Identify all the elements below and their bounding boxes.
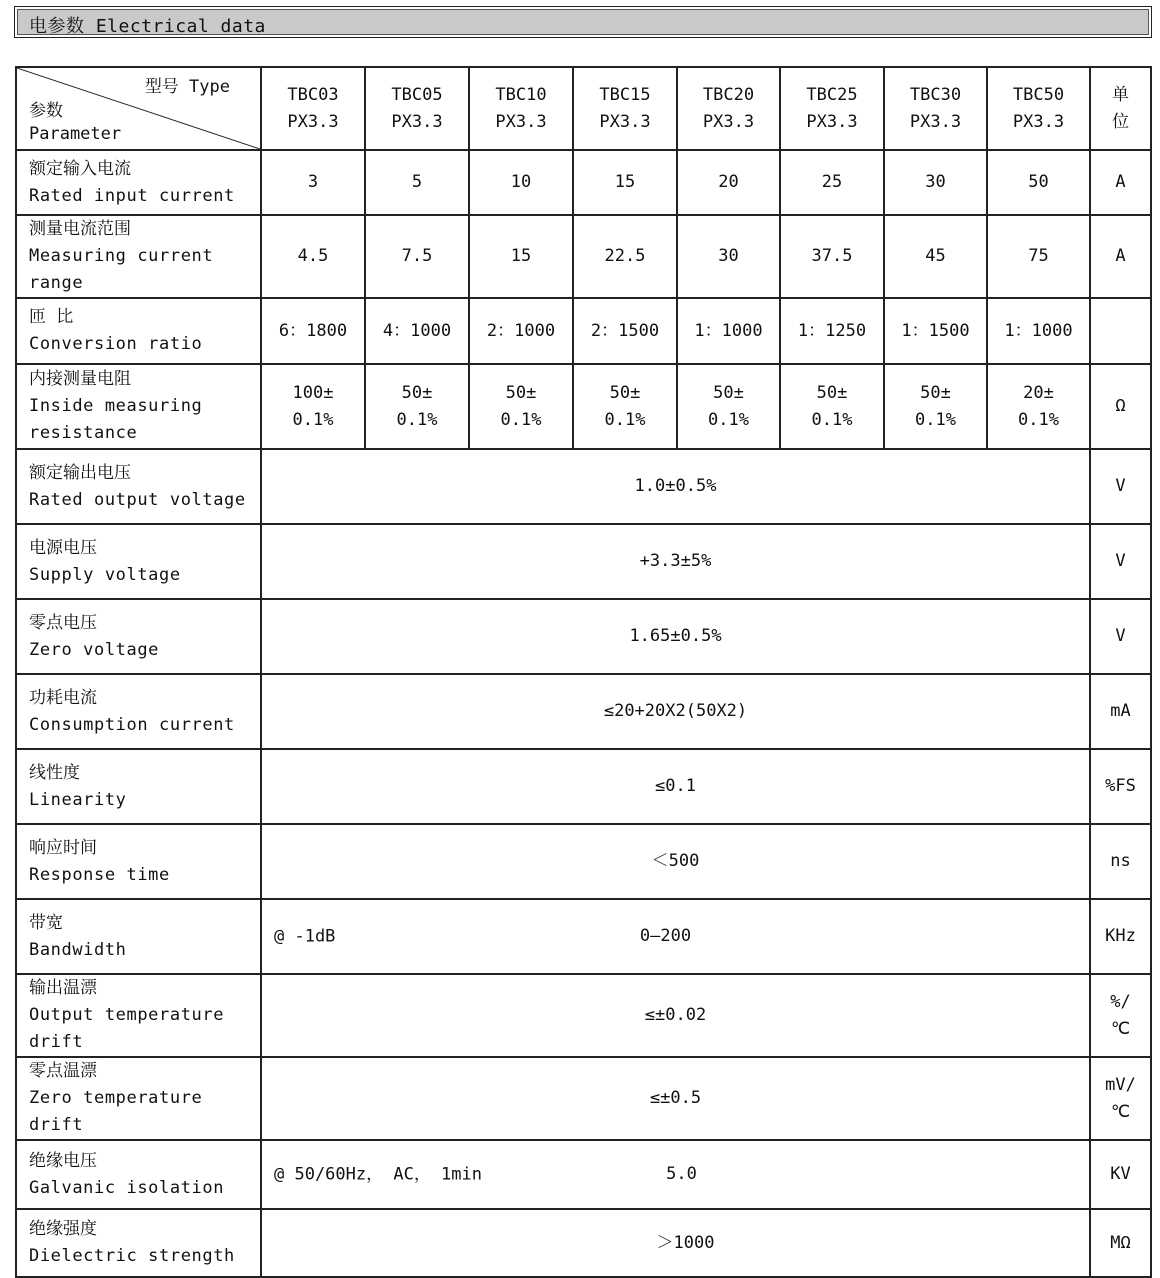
unit-cell: A bbox=[1090, 215, 1151, 298]
parameter-name-en: Measuring current range bbox=[29, 246, 214, 293]
model-variant: PX3.3 bbox=[909, 111, 962, 132]
model-name: TBC25 bbox=[806, 84, 858, 105]
unit-cell: KHz bbox=[1090, 899, 1151, 974]
merged-value-cell bbox=[261, 899, 1090, 974]
unit-cell bbox=[1090, 974, 1151, 1057]
value-line: 1：1250 bbox=[797, 320, 867, 341]
table-row bbox=[16, 749, 1151, 824]
parameter-name-en: Bandwidth bbox=[29, 939, 127, 960]
value-cell bbox=[677, 298, 780, 364]
section-title-bar bbox=[14, 6, 1152, 38]
parameter-cell bbox=[16, 364, 261, 449]
value-line: 0.1% bbox=[604, 409, 646, 430]
table-row bbox=[16, 215, 1151, 298]
parameter-name-en: Supply voltage bbox=[29, 564, 181, 585]
value-line: 45 bbox=[925, 246, 946, 266]
parameter-name-en: Rated input current bbox=[29, 185, 235, 206]
value-cell bbox=[261, 298, 365, 364]
value-cell bbox=[469, 150, 573, 215]
value-cell bbox=[987, 150, 1090, 215]
value-cell bbox=[365, 215, 469, 298]
value-line: 30 bbox=[925, 172, 946, 192]
table-row bbox=[16, 1140, 1151, 1209]
parameter-cell bbox=[16, 1057, 261, 1140]
parameter-name-en: Zero temperature drift bbox=[29, 1088, 203, 1135]
value-line: 50± bbox=[609, 382, 641, 403]
value-line: 5 bbox=[411, 172, 423, 192]
parameter-name-en: Rated output voltage bbox=[29, 489, 246, 510]
value-line: 6：1800 bbox=[278, 320, 348, 341]
test-condition: @ 50/60Hz， AC， 1min bbox=[274, 1164, 482, 1184]
parameter-name-cn: 匝 比 bbox=[29, 307, 74, 327]
unit-line: %/ bbox=[1110, 991, 1131, 1012]
value-line: 2：1000 bbox=[486, 320, 556, 341]
value-line: 50± bbox=[920, 382, 951, 403]
value-cell bbox=[365, 150, 469, 215]
unit-cell bbox=[1090, 298, 1151, 364]
parameter-name-cn: 响应时间 bbox=[29, 837, 97, 858]
parameter-name-cn: 带宽 bbox=[29, 912, 63, 933]
value-line: 50± bbox=[401, 382, 433, 403]
value-line: 3 bbox=[307, 172, 319, 192]
value-line: 0.1% bbox=[396, 409, 438, 430]
model-variant: PX3.3 bbox=[599, 111, 651, 132]
parameter-cell bbox=[16, 449, 261, 524]
unit-cell: A bbox=[1090, 150, 1151, 215]
parameter-name-cn: 电源电压 bbox=[29, 537, 97, 558]
value-line: 22.5 bbox=[604, 246, 646, 266]
parameter-name-en: Response time bbox=[29, 864, 170, 885]
parameter-name-cn: 功耗电流 bbox=[29, 687, 97, 708]
value: 5.0 bbox=[666, 1164, 697, 1184]
value: ≤20+20X2(50X2) bbox=[603, 701, 748, 721]
model-name: TBC10 bbox=[495, 84, 547, 105]
model-header-cell bbox=[261, 67, 365, 150]
merged-value-cell bbox=[261, 974, 1090, 1057]
param-label-en: Parameter bbox=[29, 124, 122, 144]
value: ＞1000 bbox=[656, 1232, 715, 1253]
electrical-data-table bbox=[15, 66, 1152, 1278]
parameter-cell bbox=[16, 150, 261, 215]
table-row bbox=[16, 599, 1151, 674]
merged-value-cell bbox=[261, 1209, 1090, 1277]
model-header-cell bbox=[469, 67, 573, 150]
value-cell bbox=[365, 298, 469, 364]
value-line: 0.1% bbox=[500, 409, 542, 430]
value-line: 1：1000 bbox=[1004, 320, 1073, 341]
parameter-cell bbox=[16, 215, 261, 298]
merged-value-cell bbox=[261, 749, 1090, 824]
value: 1.0±0.5% bbox=[634, 476, 717, 496]
unit-line: ℃ bbox=[1110, 1101, 1131, 1122]
value-cell bbox=[677, 150, 780, 215]
value-line: 100± bbox=[292, 382, 334, 403]
table-row bbox=[16, 1057, 1151, 1140]
value-line: 20 bbox=[718, 172, 739, 192]
value-cell bbox=[261, 215, 365, 298]
value-line: 0.1% bbox=[708, 409, 749, 430]
value-line: 4.5 bbox=[297, 246, 329, 266]
value-cell bbox=[261, 150, 365, 215]
model-variant: PX3.3 bbox=[702, 111, 755, 132]
test-condition: @ -1dB bbox=[274, 926, 336, 946]
model-name: TBC15 bbox=[599, 84, 651, 105]
value-cell bbox=[469, 364, 573, 449]
value-cell bbox=[780, 364, 884, 449]
parameter-name-en: Inside measuring resistance bbox=[29, 396, 203, 443]
value-cell bbox=[365, 364, 469, 449]
table-row bbox=[16, 524, 1151, 599]
table-row bbox=[16, 364, 1151, 449]
value-line: 37.5 bbox=[811, 246, 853, 266]
value-line: 30 bbox=[718, 246, 739, 266]
parameter-name-en: Dielectric strength bbox=[29, 1246, 235, 1266]
parameter-name-en: Galvanic isolation bbox=[29, 1177, 225, 1198]
value-cell bbox=[677, 215, 780, 298]
parameter-name-en: Consumption current bbox=[29, 714, 235, 735]
parameter-cell bbox=[16, 1140, 261, 1209]
value-line: 50 bbox=[1028, 172, 1049, 192]
model-variant: PX3.3 bbox=[287, 111, 339, 132]
value-cell bbox=[987, 215, 1090, 298]
value: ≤±0.02 bbox=[644, 1005, 707, 1025]
model-header-cell bbox=[573, 67, 677, 150]
parameter-cell bbox=[16, 899, 261, 974]
merged-value-cell bbox=[261, 599, 1090, 674]
unit-cell: mA bbox=[1090, 674, 1151, 749]
unit-line: mV/ bbox=[1105, 1074, 1136, 1095]
header-row bbox=[16, 67, 1151, 150]
table-row bbox=[16, 449, 1151, 524]
parameter-cell bbox=[16, 599, 261, 674]
value-line: 0.1% bbox=[1018, 409, 1059, 430]
unit-cell: MΩ bbox=[1090, 1209, 1151, 1277]
model-variant: PX3.3 bbox=[391, 111, 443, 132]
table-row bbox=[16, 298, 1151, 364]
table-row bbox=[16, 150, 1151, 215]
value-cell bbox=[261, 364, 365, 449]
unit-header-line: 单 bbox=[1112, 84, 1129, 105]
value-cell bbox=[469, 215, 573, 298]
parameter-name-cn: 零点温漂 bbox=[29, 1061, 97, 1081]
unit-line: ℃ bbox=[1110, 1018, 1131, 1039]
value-line: 0.1% bbox=[292, 409, 334, 430]
model-name: TBC30 bbox=[909, 84, 962, 105]
value-cell bbox=[884, 215, 987, 298]
unit-cell: ns bbox=[1090, 824, 1151, 899]
value-cell bbox=[987, 298, 1090, 364]
value: 0—200 bbox=[639, 926, 692, 946]
value-cell bbox=[780, 215, 884, 298]
table-row bbox=[16, 824, 1151, 899]
value-cell bbox=[884, 364, 987, 449]
model-variant: PX3.3 bbox=[1012, 111, 1065, 132]
model-name: TBC50 bbox=[1012, 84, 1065, 105]
value-line: 0.1% bbox=[811, 409, 853, 430]
header-corner-cell bbox=[16, 67, 261, 150]
table-row bbox=[16, 974, 1151, 1057]
value-cell bbox=[573, 215, 677, 298]
parameter-cell bbox=[16, 524, 261, 599]
value-cell bbox=[780, 298, 884, 364]
model-header-cell bbox=[677, 67, 780, 150]
value-line: 50± bbox=[713, 382, 744, 403]
value: ＜500 bbox=[651, 851, 700, 871]
parameter-cell bbox=[16, 749, 261, 824]
value-line: 7.5 bbox=[401, 246, 433, 266]
parameter-name-cn: 内接测量电阻 bbox=[29, 369, 131, 389]
value-line: 1：1000 bbox=[694, 320, 763, 341]
model-name: TBC05 bbox=[391, 84, 443, 105]
value-line: 10 bbox=[510, 172, 532, 192]
value-line: 25 bbox=[821, 172, 843, 192]
parameter-name-cn: 绝缘强度 bbox=[29, 1219, 97, 1239]
value-cell bbox=[884, 150, 987, 215]
parameter-name-en: Output temperature drift bbox=[29, 1005, 225, 1052]
model-name: TBC20 bbox=[702, 84, 755, 105]
value: 1.65±0.5% bbox=[629, 626, 722, 646]
parameter-cell bbox=[16, 974, 261, 1057]
unit-cell: KV bbox=[1090, 1140, 1151, 1209]
value-cell bbox=[884, 298, 987, 364]
unit-cell: V bbox=[1090, 599, 1151, 674]
value-cell bbox=[469, 298, 573, 364]
table-row bbox=[16, 899, 1151, 974]
value: +3.3±5% bbox=[639, 551, 712, 571]
parameter-name-cn: 输出温漂 bbox=[29, 978, 97, 998]
unit-header-cell bbox=[1090, 67, 1151, 150]
unit-cell bbox=[1090, 1057, 1151, 1140]
parameter-name-cn: 测量电流范围 bbox=[29, 219, 131, 239]
parameter-cell bbox=[16, 674, 261, 749]
parameter-cell bbox=[16, 1209, 261, 1277]
unit-cell: %FS bbox=[1090, 749, 1151, 824]
value-line: 1：1500 bbox=[901, 320, 970, 341]
parameter-name-cn: 绝缘电压 bbox=[29, 1150, 97, 1171]
model-variant: PX3.3 bbox=[495, 111, 547, 132]
value-cell bbox=[573, 364, 677, 449]
merged-value-cell bbox=[261, 449, 1090, 524]
value-cell bbox=[780, 150, 884, 215]
model-name: TBC03 bbox=[287, 84, 339, 105]
value-line: 50± bbox=[816, 382, 848, 403]
value-line: 0.1% bbox=[915, 409, 956, 430]
value-line: 15 bbox=[614, 172, 636, 192]
merged-value-cell bbox=[261, 1057, 1090, 1140]
merged-value-cell bbox=[261, 674, 1090, 749]
model-header-cell bbox=[987, 67, 1090, 150]
unit-cell: V bbox=[1090, 449, 1151, 524]
value-line: 15 bbox=[510, 246, 532, 266]
table-row bbox=[16, 674, 1151, 749]
value-line: 50± bbox=[505, 382, 537, 403]
parameter-name-cn: 额定输出电压 bbox=[29, 462, 131, 483]
type-label: 型号 Type bbox=[144, 77, 230, 97]
parameter-cell bbox=[16, 298, 261, 364]
value-cell bbox=[987, 364, 1090, 449]
model-header-cell bbox=[884, 67, 987, 150]
value-cell bbox=[573, 298, 677, 364]
value-cell bbox=[677, 364, 780, 449]
param-label-cn: 参数 bbox=[29, 101, 63, 121]
parameter-name-cn: 额定输入电流 bbox=[29, 158, 131, 179]
model-header-cell bbox=[780, 67, 884, 150]
model-header-cell bbox=[365, 67, 469, 150]
parameter-name-en: Conversion ratio bbox=[29, 334, 203, 354]
merged-value-cell bbox=[261, 824, 1090, 899]
unit-header-line: 位 bbox=[1112, 111, 1129, 132]
merged-value-cell bbox=[261, 1140, 1090, 1209]
parameter-name-cn: 零点电压 bbox=[29, 612, 97, 633]
parameter-name-en: Linearity bbox=[29, 789, 127, 810]
parameter-name-en: Zero voltage bbox=[29, 639, 160, 660]
merged-value-cell bbox=[261, 524, 1090, 599]
model-variant: PX3.3 bbox=[806, 111, 858, 132]
value-line: 2：1500 bbox=[590, 320, 660, 341]
value: ≤±0.5 bbox=[649, 1088, 702, 1108]
value-cell bbox=[573, 150, 677, 215]
unit-cell: V bbox=[1090, 524, 1151, 599]
value-line: 20± bbox=[1023, 382, 1054, 403]
parameter-name-cn: 线性度 bbox=[29, 762, 80, 783]
value-line: 75 bbox=[1028, 246, 1049, 266]
value: ≤0.1 bbox=[655, 776, 696, 796]
value-line: 4：1000 bbox=[382, 320, 452, 341]
unit-cell: Ω bbox=[1090, 364, 1151, 449]
table-row bbox=[16, 1209, 1151, 1277]
parameter-cell bbox=[16, 824, 261, 899]
section-title: 电参数 Electrical data bbox=[29, 16, 266, 37]
